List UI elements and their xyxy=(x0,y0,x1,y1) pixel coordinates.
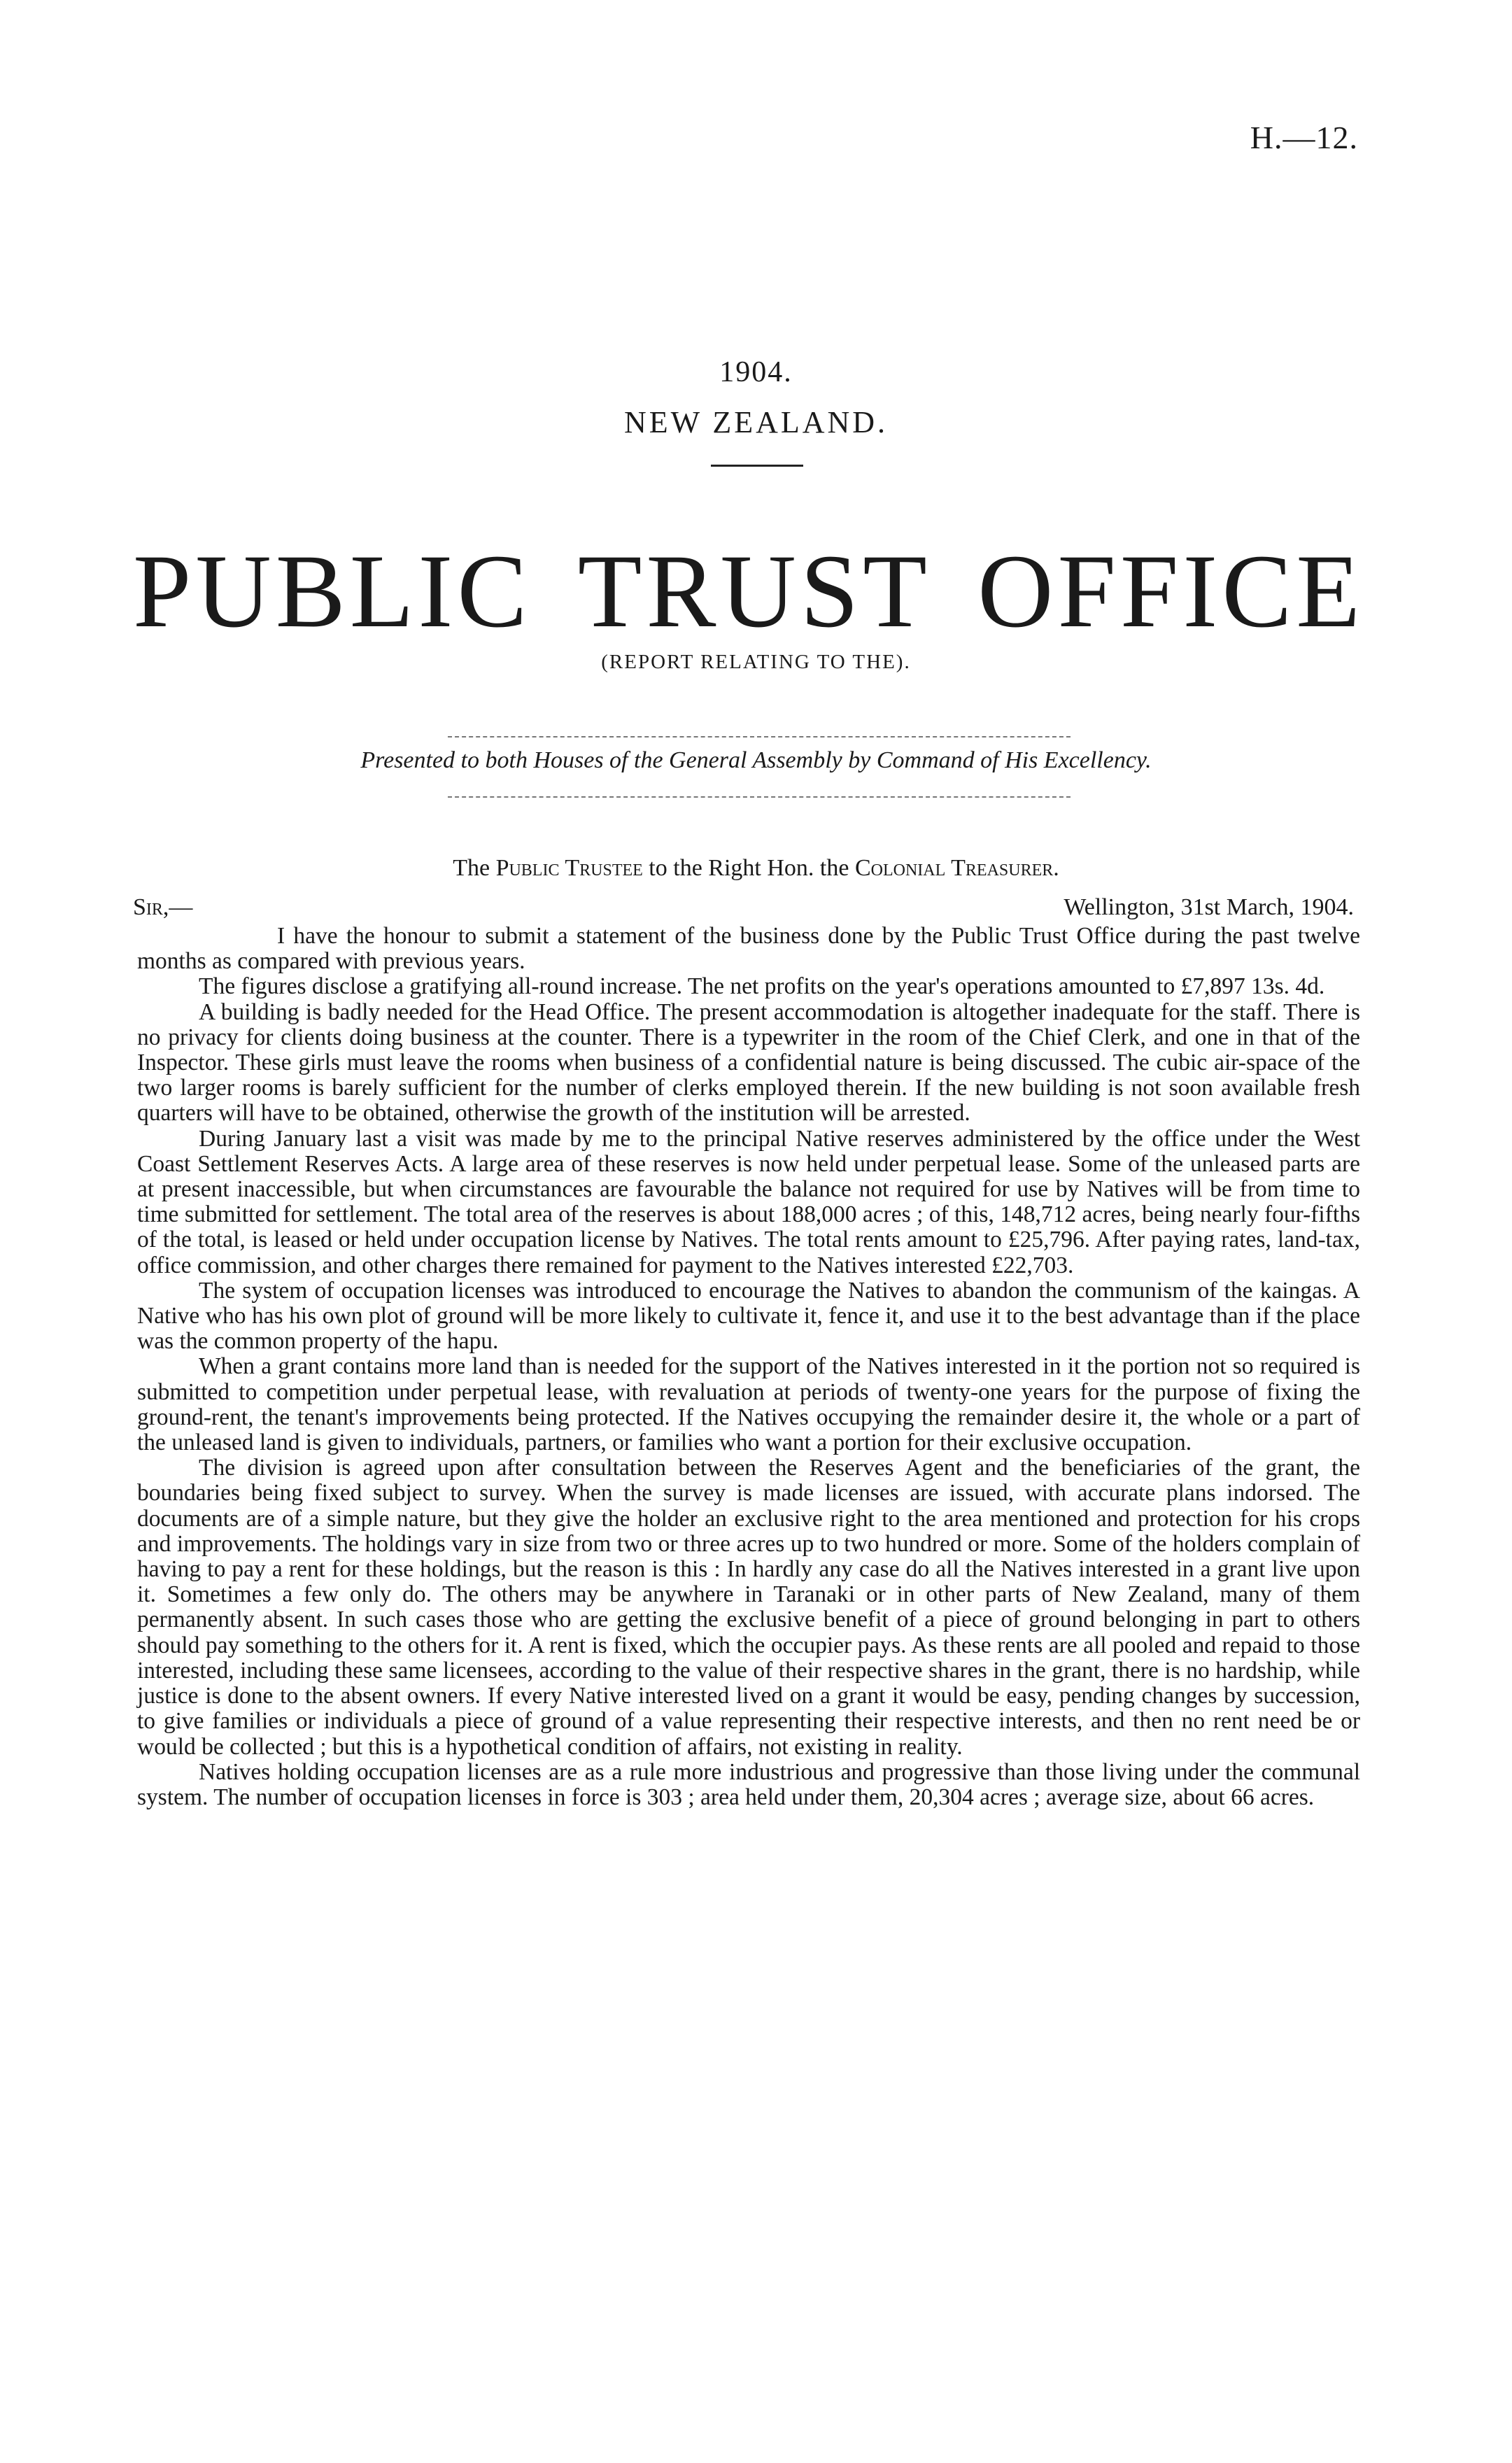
title-divider xyxy=(711,465,803,467)
report-year: 1904. xyxy=(719,356,793,388)
paragraph: During January last a visit was made by me to the principal Native reserves administered by the office under the West Coast Settlement Reserves Acts. A large area of these reserves is now held under perpetual lease. Some of the unleased parts are at present inaccessible, but when circumstances are favourable the balance not required for use by Natives will be from time to time submitted for settlement. The total area of the reserves is about 188,000 acres ; of this, 148,712 acres, being nearly four-fifths of the total, is leased or held under occupation license by Natives. The total rents amount to £25,796. After paying rates, land-tax, office commission, and other charges there remained for payment to the Natives interested £22,703. xyxy=(137,1125,1360,1278)
salutation: Sir,— xyxy=(133,894,193,920)
recipient-role: Colonial Treasurer. xyxy=(854,855,1059,881)
dashed-rule-bottom xyxy=(448,796,1071,798)
page-number: H.—12. xyxy=(1250,120,1358,155)
title-word-1: PUBLIC xyxy=(133,533,532,649)
main-title xyxy=(133,532,1364,651)
paragraph: The system of occupation licenses was introduced to encourage the Natives to abandon the communism of the kaingas. A Native who has his own plot of ground will be more likely to cultivate it, fence it, and use it to the best advantage than if the place was the common property of the hapu. xyxy=(137,1277,1360,1355)
paragraph: A building is badly needed for the Head Office. The present accommodation is altogether inadequate for the staff. There is no privacy for clients doing business at the counter. There is a typewriter in the room of the Chief Clerk, and one in that of the Inspector. These girls must leave the rooms when business of a confidential nature is being discussed. The cubic air-space of the two larger rooms is barely sufficient for the number of clerks employed therein. If the new building is not soon available fresh quarters will have to be obtained, otherwise the growth of the institution will be arrested. xyxy=(137,998,1360,1127)
country-heading: NEW ZEALAND. xyxy=(623,405,889,439)
paragraph: Natives holding occupation licenses are as a rule more industrious and progressive than those living under the communal system. The number of occupation licenses in force is 303 ; area held under them, 20,304 acres ; average size, about 66 acres. xyxy=(137,1758,1360,1810)
presentation-line: Presented to both Houses of the General Assembly by Command of His Excellency. xyxy=(360,747,1152,773)
title-word-3: OFFICE xyxy=(977,533,1364,649)
sender-role: Public Trustee xyxy=(495,855,643,881)
address-middle: to the Right Hon. the xyxy=(649,855,849,881)
title-word-2: TRUST xyxy=(577,533,931,649)
dateline: Wellington, 31st March, 1904. xyxy=(1064,894,1354,920)
paragraph: When a grant contains more land than is needed for the support of the Natives interested in it the portion not so required is submitted to competition under perpetual lease, with revaluation at periods of twenty-one years for the purpose of fixing the ground-rent, the tenant's improvements being protected. If the Natives occupying the remainder desire it, the whole or a part of the unleased land is given to individuals, partners, or families who want a portion for their exclusive occupation. xyxy=(137,1353,1360,1456)
paragraph: I have the honour to submit a statement of the business done by the Public Trust Office during the past twelve months as compared with previous years. xyxy=(137,923,1360,975)
letter-body xyxy=(137,924,1360,1810)
address-prefix: The xyxy=(453,855,490,881)
letter-address-line xyxy=(0,855,1512,882)
dashed-rule-top xyxy=(448,736,1071,738)
subtitle: (REPORT RELATING TO THE). xyxy=(601,651,911,673)
paragraph: The figures disclose a gratifying all-round increase. The net profits on the year's operations amounted to £7,897 13s. 4d. xyxy=(199,973,1325,1000)
paragraph: The division is agreed upon after consultation between the Reserves Agent and the beneficiaries of the grant, the boundaries being fixed subject to survey. When the survey is made licenses are issued, with accurate plans indorsed. The documents are of a simple nature, but they give the holder an exclusive right to the area mentioned and protection for his crops and improvements. The holdings vary in size from two or three acres up to two hundred or more. Some of the holders complain of having to pay a rent for these holdings, but the reason is this : In hardly any case do all the Natives interested in a grant live upon it. Sometimes a few only do. The others may be anywhere in Taranaki or in other parts of New Zealand, many of them permanently absent. In such cases those who are getting the exclusive benefit of a piece of ground belonging in part to others should pay something to the others for it. A rent is fixed, which the occupier pays. As these rents are all pooled and repaid to those interested, including these same licensees, according to the value of their respective shares in the grant, there is no hardship, while justice is done to the absent owners. If every Native interested lived on a grant it would be easy, pending changes by succession, to give families or individuals a piece of ground of a value representing their respective interests, and then no rent need be or would be collected ; but this is a hypothetical condition of affairs, not existing in reality. xyxy=(137,1455,1360,1760)
